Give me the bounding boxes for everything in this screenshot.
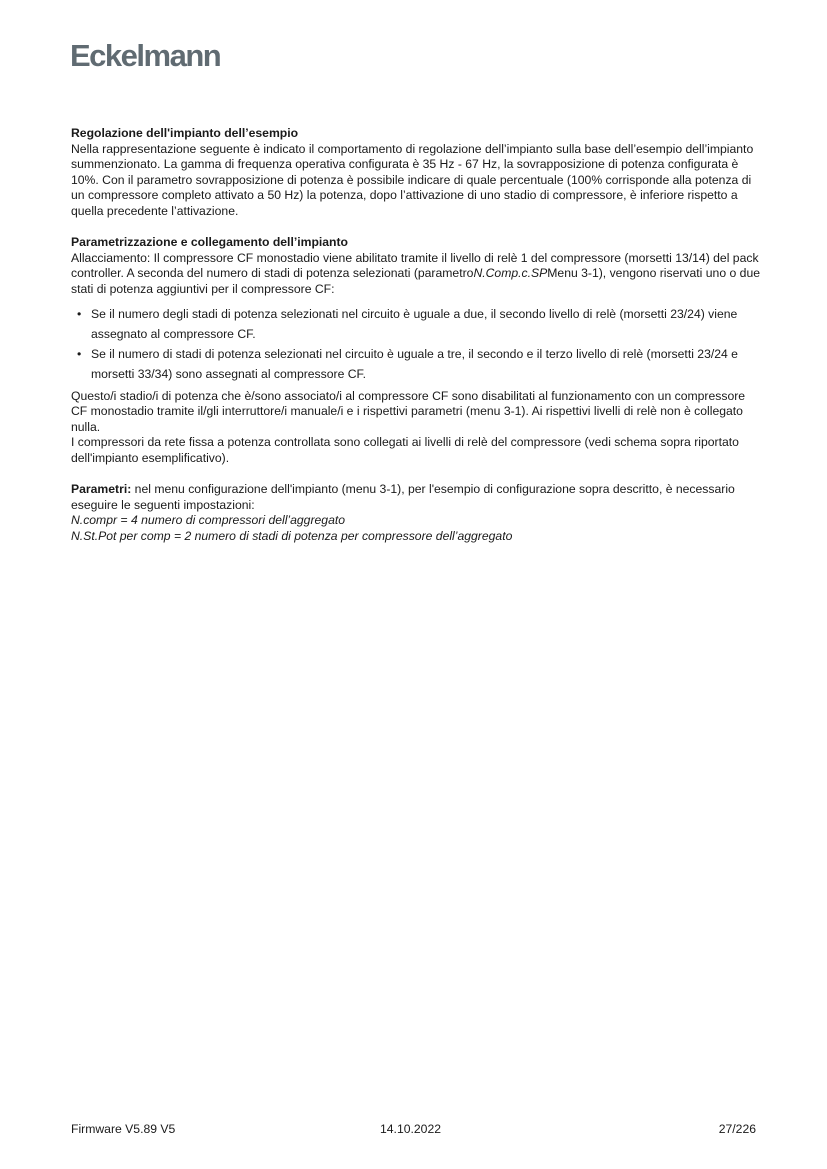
footer-date: 14.10.2022 [380, 1122, 441, 1136]
section-paragraph: Nella rappresentazione seguente è indicato il comportamento di regolazione dell’impianto sulla base dell’esempio dell’impianto summenzionato. La gamma di frequenza operativa configurata è 35 Hz - 67 Hz, la sovrapposizione di potenza configurata è 10%. Con il parametro sovrapposizione di potenza è possibile indicare di quale percentuale (100% corrisponde alla potenza di un compressore completo attivato a 50 Hz) la potenza, dopo l’attivazione di uno stadio di compressore, è inferiore rispetto a quella precedente l’attivazione. [71, 141, 754, 218]
parameter-line: N.St.Pot per comp = 2 numero di stadi di potenza per compressore dell’aggregato [71, 528, 513, 543]
section-paragraph [71, 251, 761, 298]
intro-text: Menu 3-1), vengono riservati uno o due stati di potenza aggiuntivi per il compressore CF: [71, 266, 760, 296]
section-regolazione [71, 126, 761, 220]
footer-page-number: 27/226 [718, 1122, 756, 1136]
footer-firmware: Firmware V5.89 V5 [71, 1122, 176, 1136]
bullet-icon: • [77, 306, 82, 321]
bullet-icon: • [77, 346, 82, 361]
section-paragraph: Parametri: nel menu configurazione dell'impianto (menu 3-1), per l'esempio di configurazione sopra descritto, è necessario eseguire le seguenti impostazioni: [71, 482, 735, 512]
intro-text: Allacciamento: Il compressore CF monostadio viene abilitato tramite il livello di relè 1 del compressore (morsetti 13/14) del pack controller. A seconda del numero di stadi di potenza selezionati (parametro [71, 250, 759, 281]
section-paragraph: I compressori da rete fissa a potenza controllata sono collegati ai livelli di relè del compressore (vedi schema sopra riportato dell'impianto esemplificativo). [71, 435, 739, 465]
section-heading: Parametrizzazione e collegamento dell’impianto [71, 235, 348, 250]
parameter-name: N.Comp.c.SP [473, 266, 548, 281]
section-heading: Regolazione dell'impianto dell’esempio [71, 126, 299, 140]
parameter-line: N.compr = 4 numero di compressori dell’aggregato [71, 513, 346, 528]
section-parametrizzazione [71, 235, 761, 466]
section-parametri [71, 482, 761, 544]
parametri-label: Parametri: [71, 482, 132, 497]
list-item: • Se il numero di stadi di potenza selezionati nel circuito è uguale a tre, il secondo e il terzo livello di relè (morsetti 23/24 e morsetti 33/34) sono assegnati al compressore CF. [71, 344, 761, 384]
section-paragraph: Questo/i stadio/i di potenza che è/sono associato/i al compressore CF sono disabilitati al funzionamento con un compressore CF monostadio tramite il/gli interruttore/i manuale/i e i rispettivi parametri (menu 3-1). Ai rispettivi livelli di relè non è collegato nulla. [71, 388, 746, 434]
bullet-list [71, 304, 761, 384]
eckelmann-logo: Eckelmann [70, 38, 221, 73]
list-item: • Se il numero degli stadi di potenza selezionati nel circuito è uguale a due, il secondo livello di relè (morsetti 23/24) viene assegnato al compressore CF. [71, 304, 761, 344]
document-body [71, 126, 761, 560]
